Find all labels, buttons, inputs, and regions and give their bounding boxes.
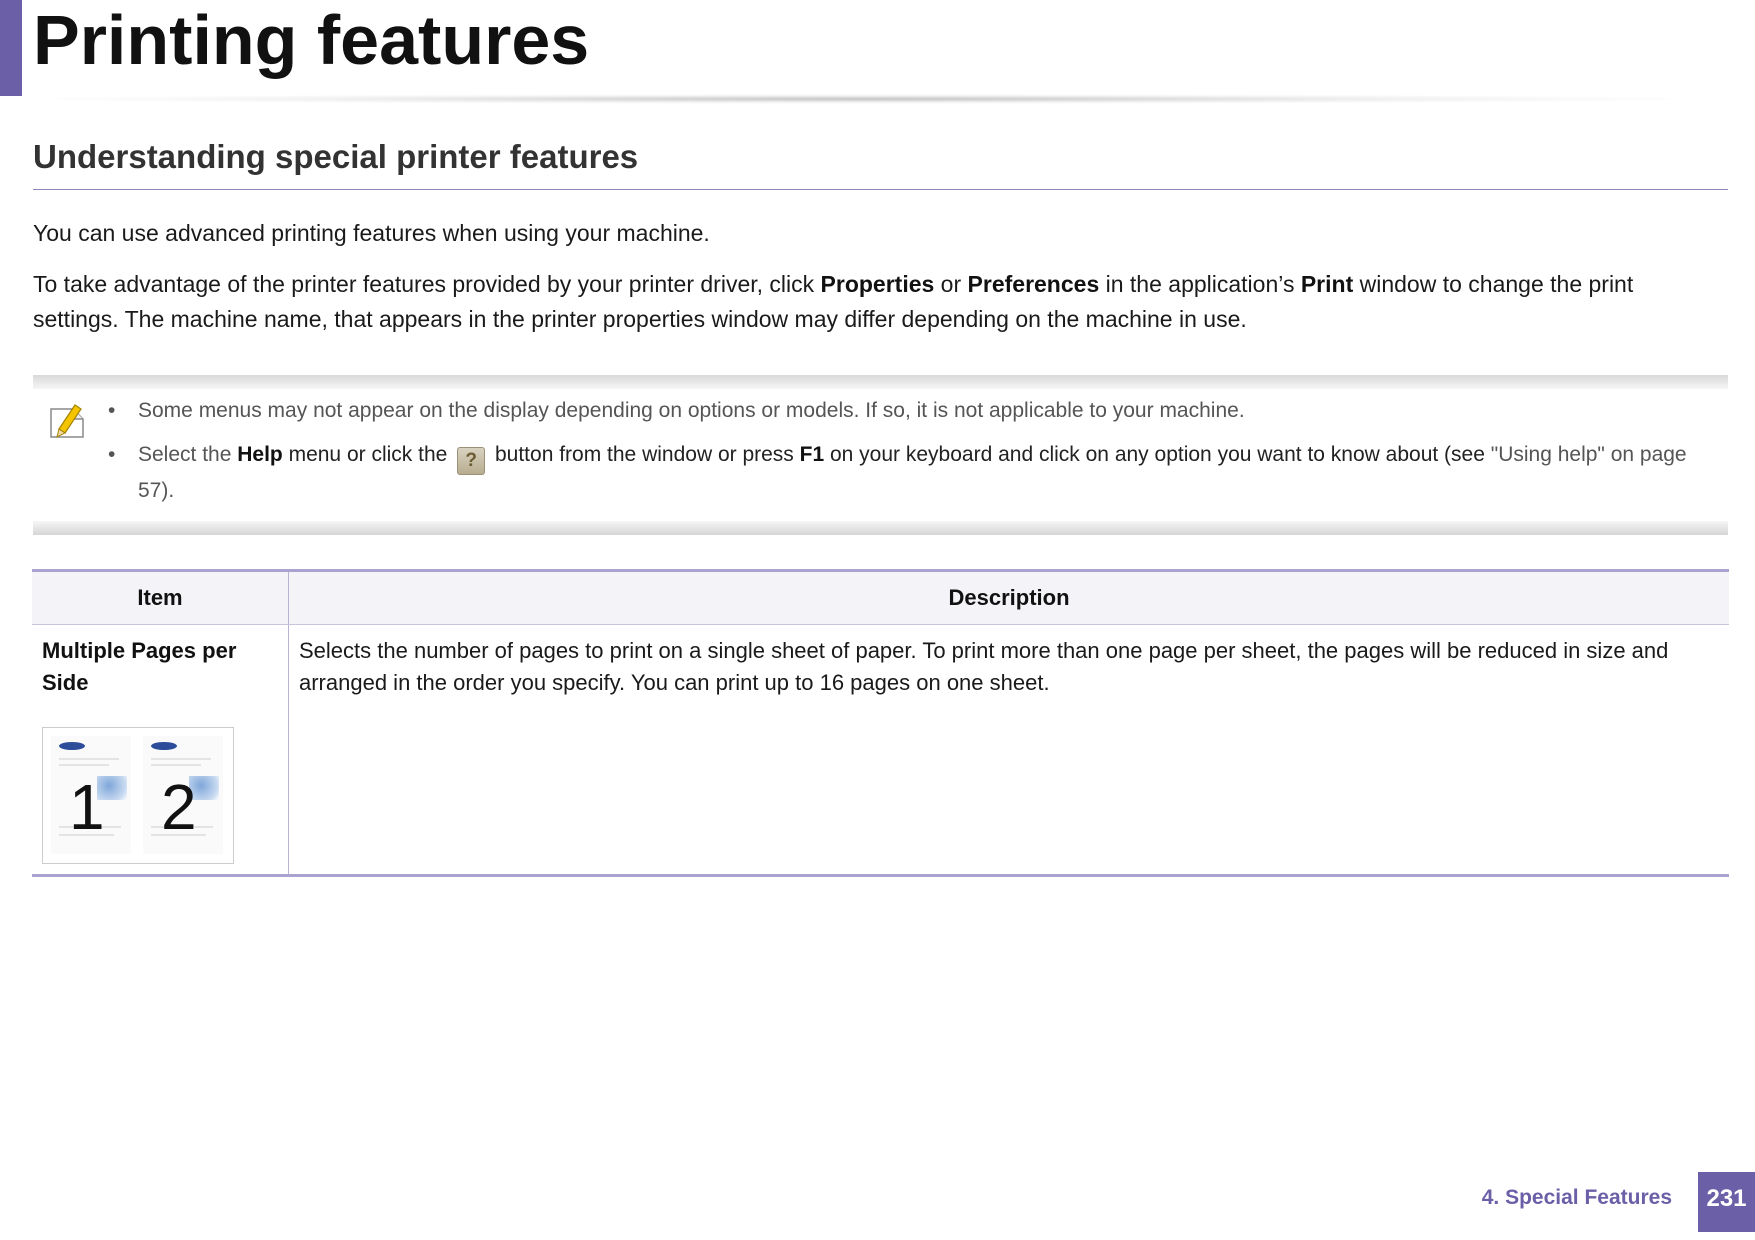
intro-text: To take advantage of the printer features provided by your printer driver, click bbox=[33, 271, 821, 297]
description-cell: Selects the number of pages to print on a single sheet of paper. To print more than one page per sheet, the pages will be reduced in size and arranged in the order you specify. You can print up to 16 pages on one sheet. bbox=[289, 625, 1730, 876]
properties-term: Properties bbox=[820, 271, 935, 297]
note-top-band bbox=[33, 375, 1728, 389]
intro-text: window to change the print settings. The machine name, that appears in the printer properties window may differ depending on the machine in use. bbox=[33, 271, 1634, 332]
text-line bbox=[151, 764, 201, 766]
multiple-pages-illustration bbox=[42, 727, 234, 864]
note-text: Select the bbox=[138, 443, 238, 466]
text-line bbox=[59, 758, 119, 760]
note-text: ). bbox=[161, 479, 175, 502]
page-thumbnail bbox=[51, 736, 131, 854]
using-help-link[interactable]: "Using help" on page 57 bbox=[138, 443, 1687, 502]
page-title: Printing features bbox=[33, 1, 590, 79]
column-header-description: Description bbox=[289, 571, 1730, 625]
preferences-term: Preferences bbox=[967, 271, 1100, 297]
page-number-badge: 231 bbox=[1698, 1172, 1755, 1232]
note-item bbox=[108, 439, 1708, 507]
note-list bbox=[108, 395, 1708, 519]
text-line bbox=[151, 758, 211, 760]
note-bottom-band bbox=[33, 521, 1728, 535]
page-thumbnail bbox=[143, 736, 223, 854]
table-row bbox=[32, 625, 1729, 876]
print-term: Print bbox=[1300, 271, 1354, 297]
bullet: • bbox=[108, 399, 116, 422]
note-text: Some menus may not appear on the display depending on options or models. If so, it is not applicable to your machine. bbox=[138, 399, 1245, 422]
title-underline bbox=[33, 94, 1693, 104]
note-text: menu or click the bbox=[282, 443, 454, 466]
item-name: Multiple Pages per Side bbox=[42, 638, 237, 695]
logo-mark bbox=[151, 742, 177, 750]
chapter-label: 4. Special Features bbox=[1481, 1186, 1672, 1209]
column-header-item: Item bbox=[32, 571, 289, 625]
note-pencil-icon bbox=[45, 399, 89, 443]
intro-text: in the application’s bbox=[1099, 271, 1301, 297]
note-text: on your keyboard and click on any option you want to know about (see bbox=[824, 443, 1491, 466]
f1-key-term: F1 bbox=[799, 443, 825, 466]
section-title: Understanding special printer features bbox=[33, 138, 639, 175]
page-number: 2 bbox=[161, 771, 197, 843]
bullet: • bbox=[108, 443, 116, 466]
left-accent-bar bbox=[0, 0, 22, 96]
help-icon: ? bbox=[457, 447, 485, 475]
help-menu-term: Help bbox=[237, 443, 283, 466]
table-header-row bbox=[32, 571, 1729, 625]
text-line bbox=[59, 764, 109, 766]
note-text: button from the window or press bbox=[489, 443, 800, 466]
note-box bbox=[33, 375, 1728, 535]
note-item bbox=[108, 395, 1708, 427]
section-divider bbox=[33, 189, 1728, 190]
features-table bbox=[32, 569, 1729, 877]
intro-text: or bbox=[934, 271, 968, 297]
intro-paragraph-1: You can use advanced printing features when using your machine. bbox=[33, 220, 710, 246]
item-cell bbox=[32, 625, 289, 876]
intro-paragraph-2 bbox=[33, 267, 1723, 337]
page-number: 1 bbox=[69, 771, 105, 843]
logo-mark bbox=[59, 742, 85, 750]
